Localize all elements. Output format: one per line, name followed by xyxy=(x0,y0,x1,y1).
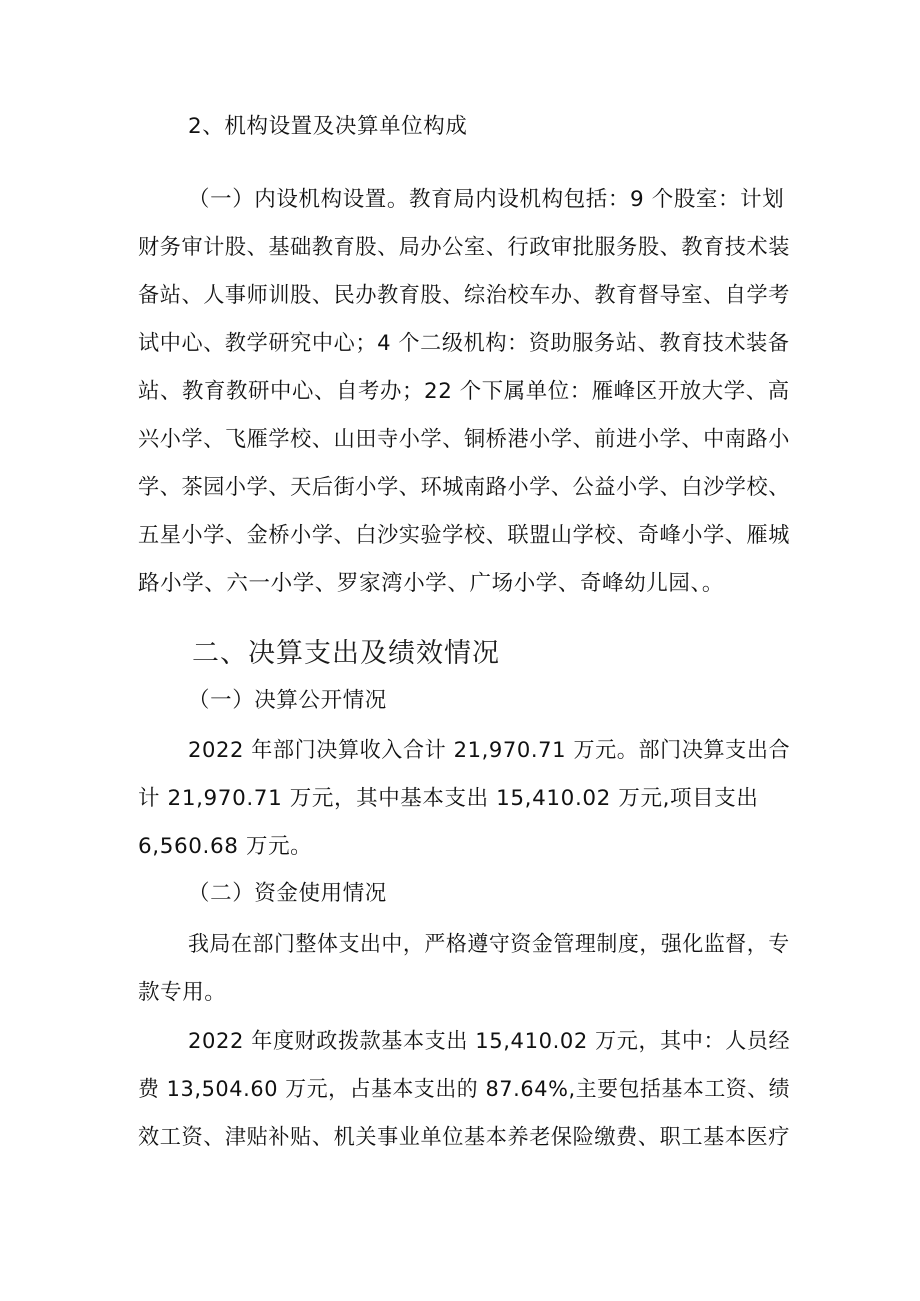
paragraph-line: 五星小学、金桥小学、白沙实验学校、联盟山学校、奇峰小学、雁城 xyxy=(138,523,791,548)
paragraph-line: （一）内设机构设置。教育局内设机构包括：9 个股室：计划 xyxy=(188,187,785,212)
paragraph-line: 试中心、教学研究中心；4 个二级机构：资助服务站、教育技术装备 xyxy=(138,331,790,356)
paragraph-line: 兴小学、飞雁学校、山田寺小学、铜桥港小学、前进小学、中南路小 xyxy=(138,427,791,452)
paragraph-line: 6,560.68 万元。 xyxy=(138,834,313,859)
paragraph-line: 款专用。 xyxy=(138,980,227,1005)
paragraph-line: 2022 年部门决算收入合计 21,970.71 万元。部门决算支出合 xyxy=(188,738,791,763)
section-two-title: 二、决算支出及绩效情况 xyxy=(192,638,500,669)
paragraph-line: 我局在部门整体支出中，严格遵守资金管理制度，强化监督，专 xyxy=(188,932,790,957)
paragraph-line: 站、教育教研中心、自考办；22 个下属单位：雁峰区开放大学、高 xyxy=(138,379,790,404)
subheading-fund-usage: （二）资金使用情况 xyxy=(188,881,387,906)
paragraph-line: 计 21,970.71 万元，其中基本支出 15,410.02 万元,项目支出 xyxy=(138,786,759,811)
paragraph-line: 路小学、六一小学、罗家湾小学、广场小学、奇峰幼儿园、。 xyxy=(138,571,724,596)
paragraph-line: 备站、人事师训股、民办教育股、综治校车办、教育督导室、自学考 xyxy=(138,283,791,308)
paragraph-line: 财务审计股、基础教育股、局办公室、行政审批服务股、教育技术装 xyxy=(138,235,791,260)
paragraph-line: 学、茶园小学、天后街小学、环城南路小学、公益小学、白沙学校、 xyxy=(138,475,791,500)
org-structure-heading: 2、机构设置及决算单位构成 xyxy=(188,114,468,139)
paragraph-line: 2022 年度财政拨款基本支出 15,410.02 万元，其中：人员经 xyxy=(188,1029,791,1054)
subheading-disclosure: （一）决算公开情况 xyxy=(188,688,387,713)
paragraph-line: 效工资、津贴补贴、机关事业单位基本养老保险缴费、职工基本医疗 xyxy=(138,1125,791,1150)
paragraph-line: 费 13,504.60 万元，占基本支出的 87.64%,主要包括基本工资、绩 xyxy=(138,1077,791,1102)
